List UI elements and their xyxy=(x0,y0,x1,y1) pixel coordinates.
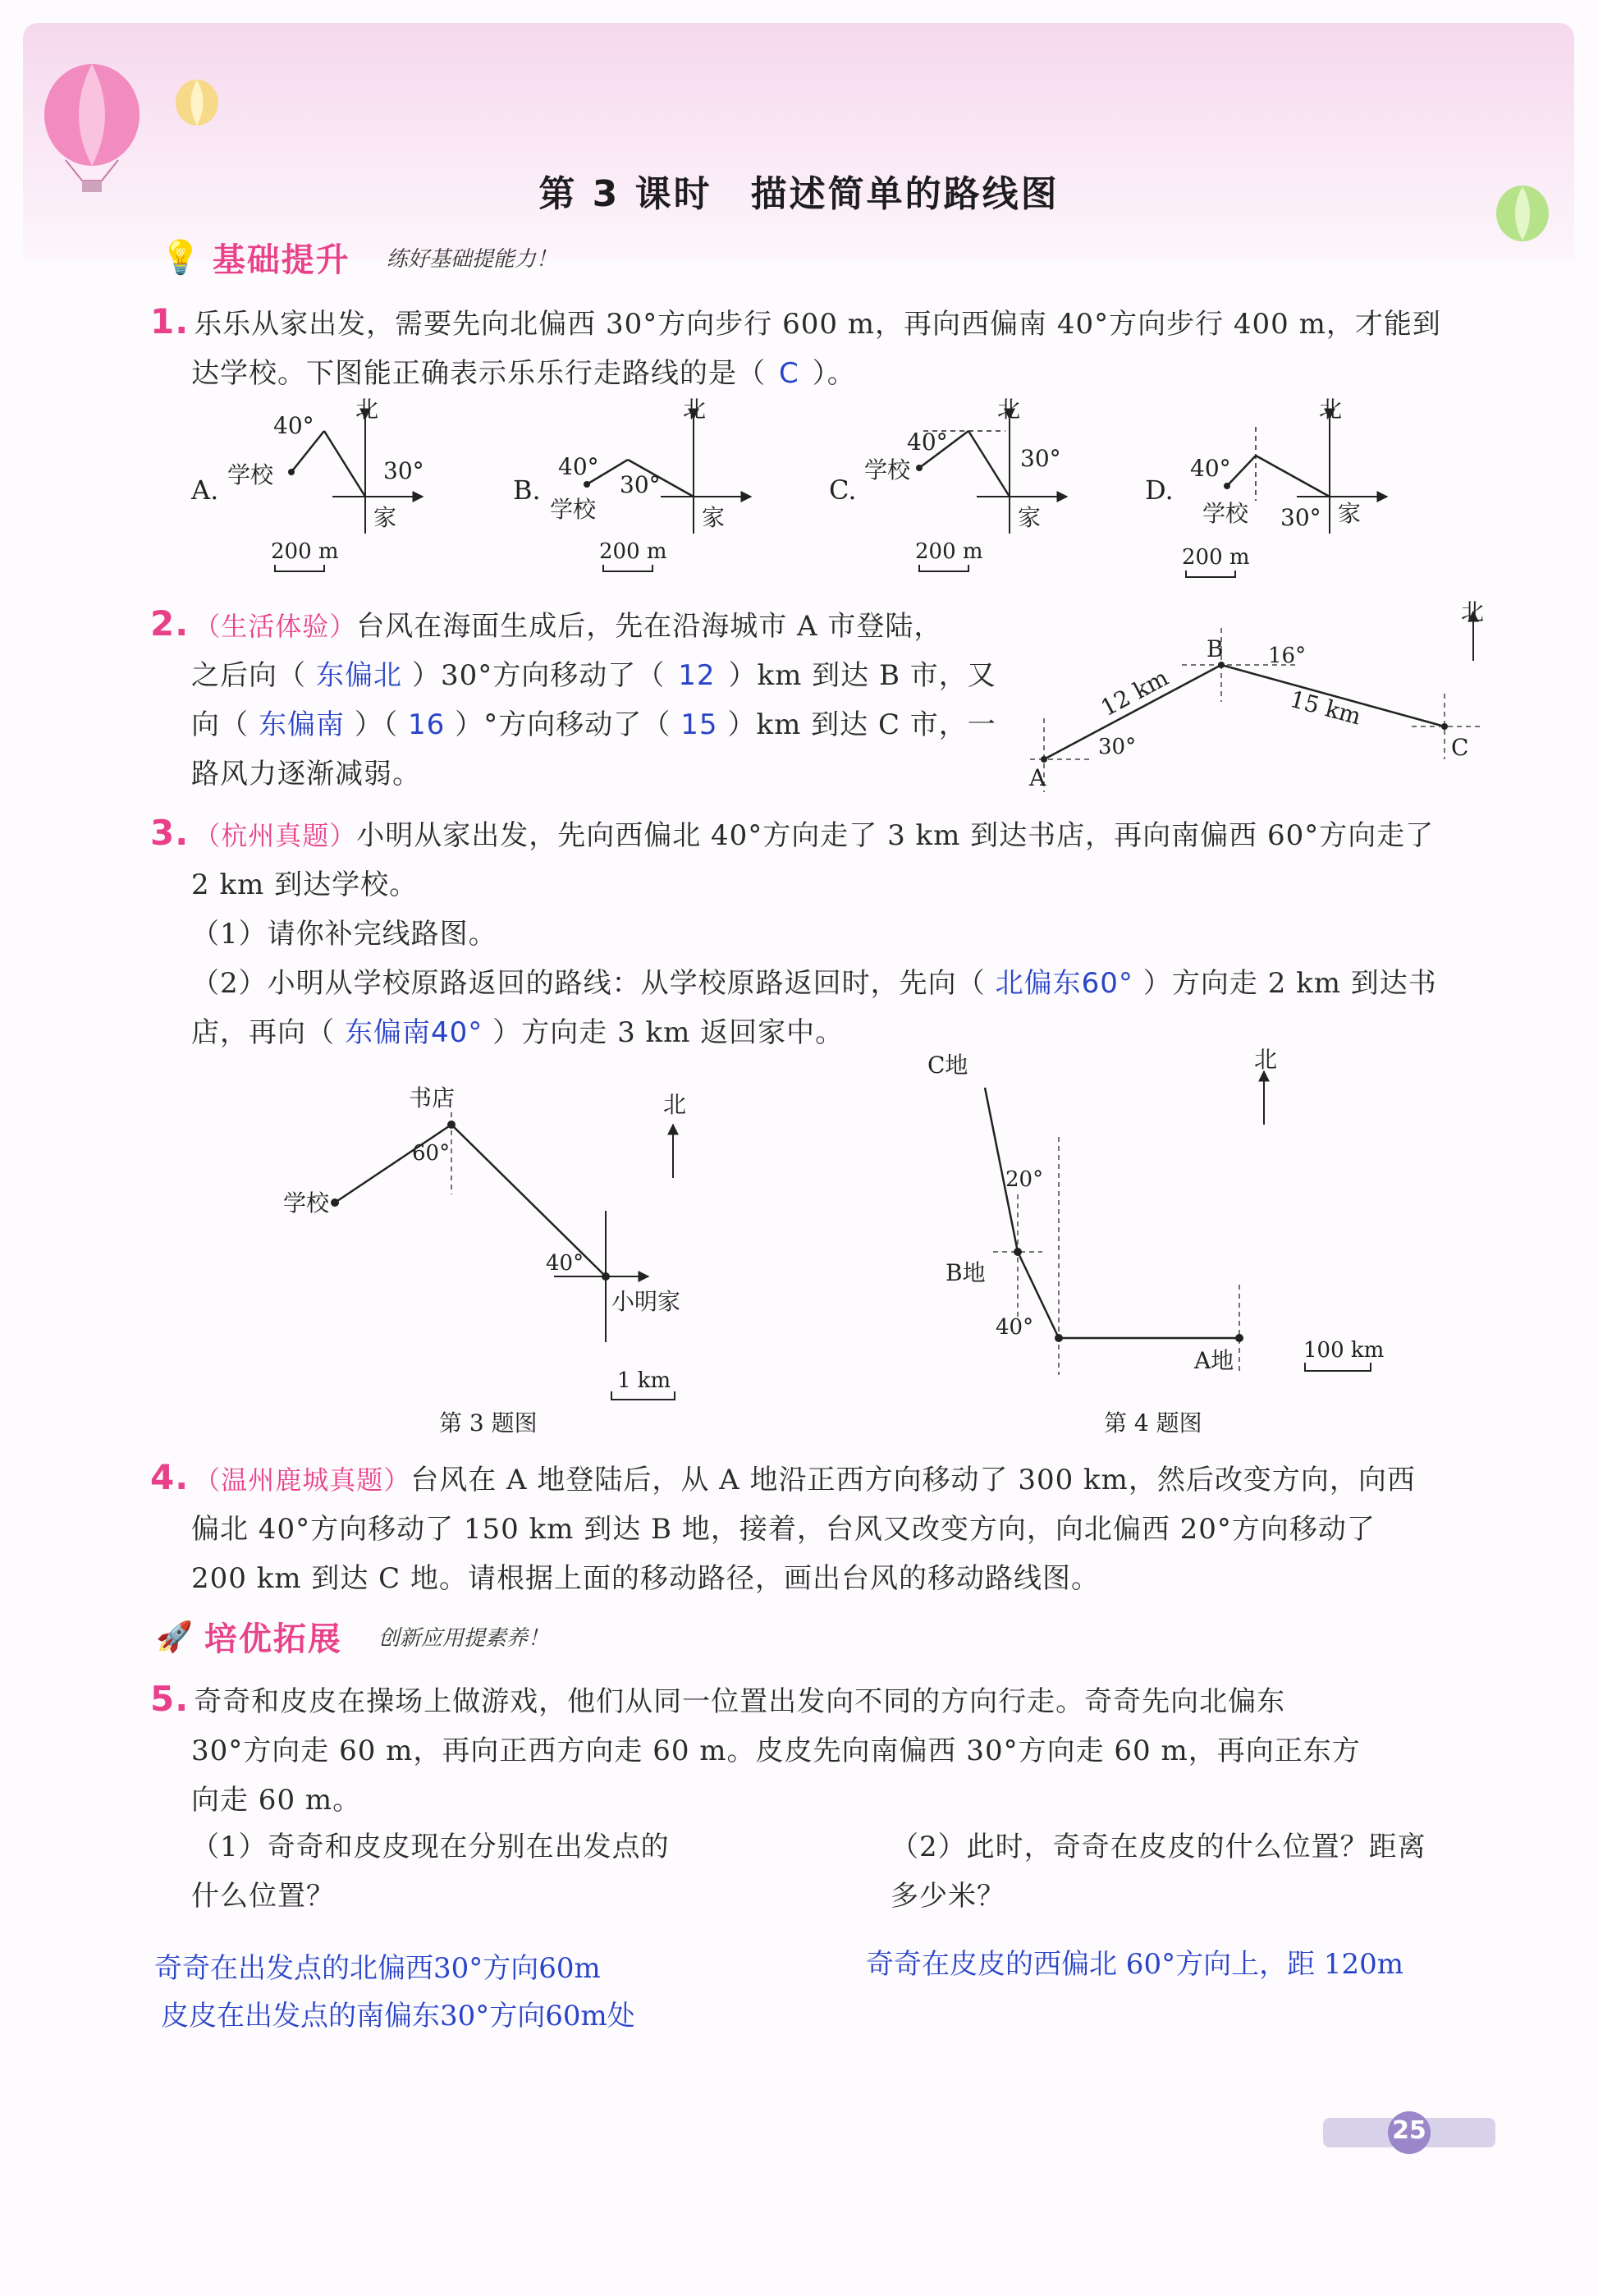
rocket-icon: 🚀 xyxy=(156,1620,193,1654)
angle-label: 30° xyxy=(1098,735,1137,759)
handwritten-answer-3: 奇奇在皮皮的西偏北 60°方向上，距 120m xyxy=(866,1948,1404,1981)
option-label: D. xyxy=(1145,474,1174,506)
option-d xyxy=(1145,396,1387,577)
angle-label: 40° xyxy=(907,428,948,456)
question-text: ）km 到达 C 市，一 xyxy=(727,708,996,741)
q5-sub-2 xyxy=(891,1822,1465,1921)
school-label: 学校 xyxy=(283,1189,330,1217)
angle-label: 40° xyxy=(273,412,314,439)
question-number: 2. xyxy=(150,603,190,644)
point-b-label: B xyxy=(1207,635,1224,662)
page-number-badge xyxy=(1323,2110,1495,2156)
question-text: ）（ xyxy=(355,708,398,741)
question-text: 店，再向（ xyxy=(191,1016,335,1049)
question-text: 向走 60 m。 xyxy=(191,1784,362,1817)
handwritten-answer-2: 皮皮在出发点的南偏东30°方向60m处 xyxy=(161,2000,635,2032)
question-text: 200 km 到达 C 地。请根据上面的移动路径，画出台风的移动路线图。 xyxy=(191,1562,1100,1595)
question-text: 2 km 到达学校。 xyxy=(191,868,419,901)
point-a-label: A xyxy=(1029,764,1046,791)
header-banner xyxy=(23,23,1574,261)
question-text: ）方向走 2 km 到达书 xyxy=(1142,967,1437,1000)
question-text: （1）奇奇和皮皮现在分别在出发点的 xyxy=(191,1831,670,1863)
school-label: 学校 xyxy=(550,496,597,523)
home-label: 家 xyxy=(373,504,397,531)
question-text: 奇奇和皮皮在操场上做游戏，他们从同一位置出发向不同的方向行走。奇奇先向北偏东 xyxy=(194,1685,1286,1718)
angle-label: 30° xyxy=(1280,504,1321,531)
school-label: 学校 xyxy=(1202,500,1249,527)
question-text: 之后向（ xyxy=(191,659,306,692)
section-label: 基础提升 xyxy=(212,241,350,279)
handwritten-answer-1: 奇奇在出发点的北偏西30°方向60m xyxy=(154,1952,601,1985)
point-a-label: A地 xyxy=(1194,1347,1234,1374)
question-text: ）。 xyxy=(812,357,856,390)
option-label: B. xyxy=(513,474,541,506)
question-text: ）km 到达 B 市，又 xyxy=(728,659,996,692)
question-text: （2）小明从学校原路返回的路线：从学校原路返回时，先向（ xyxy=(191,967,986,1000)
answer: 北偏东60° xyxy=(995,967,1133,1000)
question-number: 4. xyxy=(150,1457,190,1497)
north-label: 北 xyxy=(1319,396,1343,423)
answer: 15 xyxy=(680,708,718,741)
angle-label: 40° xyxy=(1190,455,1231,482)
scale-label: 200 m xyxy=(599,539,667,564)
home-label: 家 xyxy=(1018,504,1042,531)
q2-diagram xyxy=(1018,595,1494,800)
question-text: （2）此时，奇奇在皮皮的什么位置？距离 xyxy=(891,1831,1426,1863)
question-number: 3. xyxy=(150,813,190,853)
answer: 12 xyxy=(678,659,716,692)
home-label: 小明家 xyxy=(611,1288,681,1315)
question-text: 达学校。下图能正确表示乐乐行走路线的是（ xyxy=(191,357,766,390)
school-label: 学校 xyxy=(864,456,911,483)
angle-label: 16° xyxy=(1268,644,1307,668)
section-slogan: 练好基础提能力！ xyxy=(386,247,557,272)
scale-label: 1 km xyxy=(617,1368,671,1393)
angle-label: 40° xyxy=(546,1251,584,1276)
segment-ab-label: 12 km xyxy=(1096,663,1174,722)
figure-4 xyxy=(911,1047,1420,1441)
north-label: 北 xyxy=(663,1091,687,1118)
question-text: 乐乐从家出发，需要先向北偏西 30°方向步行 600 m，再向西偏南 40°方向步行 400 m，才能到 xyxy=(194,308,1441,341)
question-number: 1. xyxy=(150,301,190,341)
north-label: 北 xyxy=(355,396,379,423)
question-tag: （生活体验） xyxy=(194,611,357,642)
option-c xyxy=(829,396,1067,571)
angle-label: 30° xyxy=(1020,445,1061,472)
angle-label: 20° xyxy=(1005,1167,1044,1192)
question-text: 台风在 A 地登陆后，从 A 地沿正西方向移动了 300 km，然后改变方向，向西 xyxy=(410,1464,1416,1496)
school-label: 学校 xyxy=(227,461,274,488)
segment-bc-label: 15 km xyxy=(1287,685,1364,731)
question-3 xyxy=(150,809,1496,1057)
answer: 东偏北 xyxy=(316,659,402,692)
answer: C xyxy=(779,357,799,390)
page-title: 第 3 课时 描述简单的路线图 xyxy=(538,173,1060,215)
north-label: 北 xyxy=(683,396,707,423)
question-1 xyxy=(150,297,1496,398)
question-text: （1）请你补完线路图。 xyxy=(191,918,497,951)
question-text: 什么位置？ xyxy=(191,1880,335,1913)
answer: 东偏南 xyxy=(259,708,345,741)
question-tag: （杭州真题） xyxy=(194,820,357,851)
option-a xyxy=(190,396,424,571)
north-label: 北 xyxy=(1461,598,1485,626)
section-slogan: 创新应用提素养！ xyxy=(378,1626,549,1651)
question-5 xyxy=(150,1675,1496,1825)
answer: 16 xyxy=(408,708,446,741)
question-4 xyxy=(150,1453,1496,1603)
figure-caption: 第 4 题图 xyxy=(1104,1409,1202,1437)
point-c-label: C xyxy=(1451,734,1469,761)
question-text: ）方向走 3 km 返回家中。 xyxy=(492,1016,845,1049)
question-text: 路风力逐渐减弱。 xyxy=(191,758,421,791)
angle-label: 30° xyxy=(383,457,424,484)
question-text: 小明从家出发，先向西偏北 40°方向走了 3 km 到达书店，再向南偏西 60°方向走了 xyxy=(356,819,1435,852)
small-balloon-icon xyxy=(168,78,226,144)
option-label: C. xyxy=(829,474,857,506)
answer: 东偏南40° xyxy=(345,1016,483,1049)
scale-label: 200 m xyxy=(915,539,983,564)
question-number: 5. xyxy=(150,1679,190,1719)
scale-label: 200 m xyxy=(271,539,339,564)
question-text: 偏北 40°方向移动了 150 km 到达 B 地，接着，台风又改变方向，向北偏西 20°方向移动了 xyxy=(191,1513,1376,1546)
angle-label: 40° xyxy=(996,1315,1034,1340)
option-label: A. xyxy=(191,474,219,506)
figure-caption: 第 3 题图 xyxy=(439,1409,538,1437)
section-basic-header xyxy=(160,234,557,281)
scale-label: 200 m xyxy=(1182,545,1250,570)
section-advanced-header xyxy=(156,1613,549,1660)
page-number: 25 xyxy=(1392,2116,1426,2145)
question-text: ）°方向移动了（ xyxy=(455,708,671,741)
angle-label: 30° xyxy=(620,471,661,498)
question-text: 多少米？ xyxy=(891,1880,1005,1913)
point-c-label: C地 xyxy=(927,1052,968,1079)
lightbulb-icon: 💡 xyxy=(160,239,201,277)
question-text: ）30°方向移动了（ xyxy=(412,659,666,692)
north-label: 北 xyxy=(1254,1047,1278,1073)
scale-label: 100 km xyxy=(1303,1338,1385,1363)
home-label: 家 xyxy=(702,504,726,531)
store-label: 书店 xyxy=(409,1084,456,1111)
north-label: 北 xyxy=(997,396,1021,423)
question-text: 台风在海面生成后，先在沿海城市 A 市登陆， xyxy=(356,610,943,643)
point-b-label: B地 xyxy=(946,1259,986,1286)
angle-label: 40° xyxy=(558,453,599,480)
q5-sub-1 xyxy=(191,1822,766,1921)
question-tag: （温州鹿城真题） xyxy=(194,1464,411,1496)
option-b xyxy=(513,396,751,571)
question-text: 向（ xyxy=(191,708,249,741)
question-2 xyxy=(150,599,1020,799)
q1-option-diagrams xyxy=(185,394,1465,583)
section-label: 培优拓展 xyxy=(204,1620,342,1658)
home-label: 家 xyxy=(1338,500,1362,527)
question-text: 30°方向走 60 m，再向正西方向走 60 m。皮皮先向南偏西 30°方向走 60 m，再向正东方 xyxy=(191,1735,1361,1767)
figure-3 xyxy=(263,1063,755,1441)
angle-label: 60° xyxy=(412,1141,451,1166)
